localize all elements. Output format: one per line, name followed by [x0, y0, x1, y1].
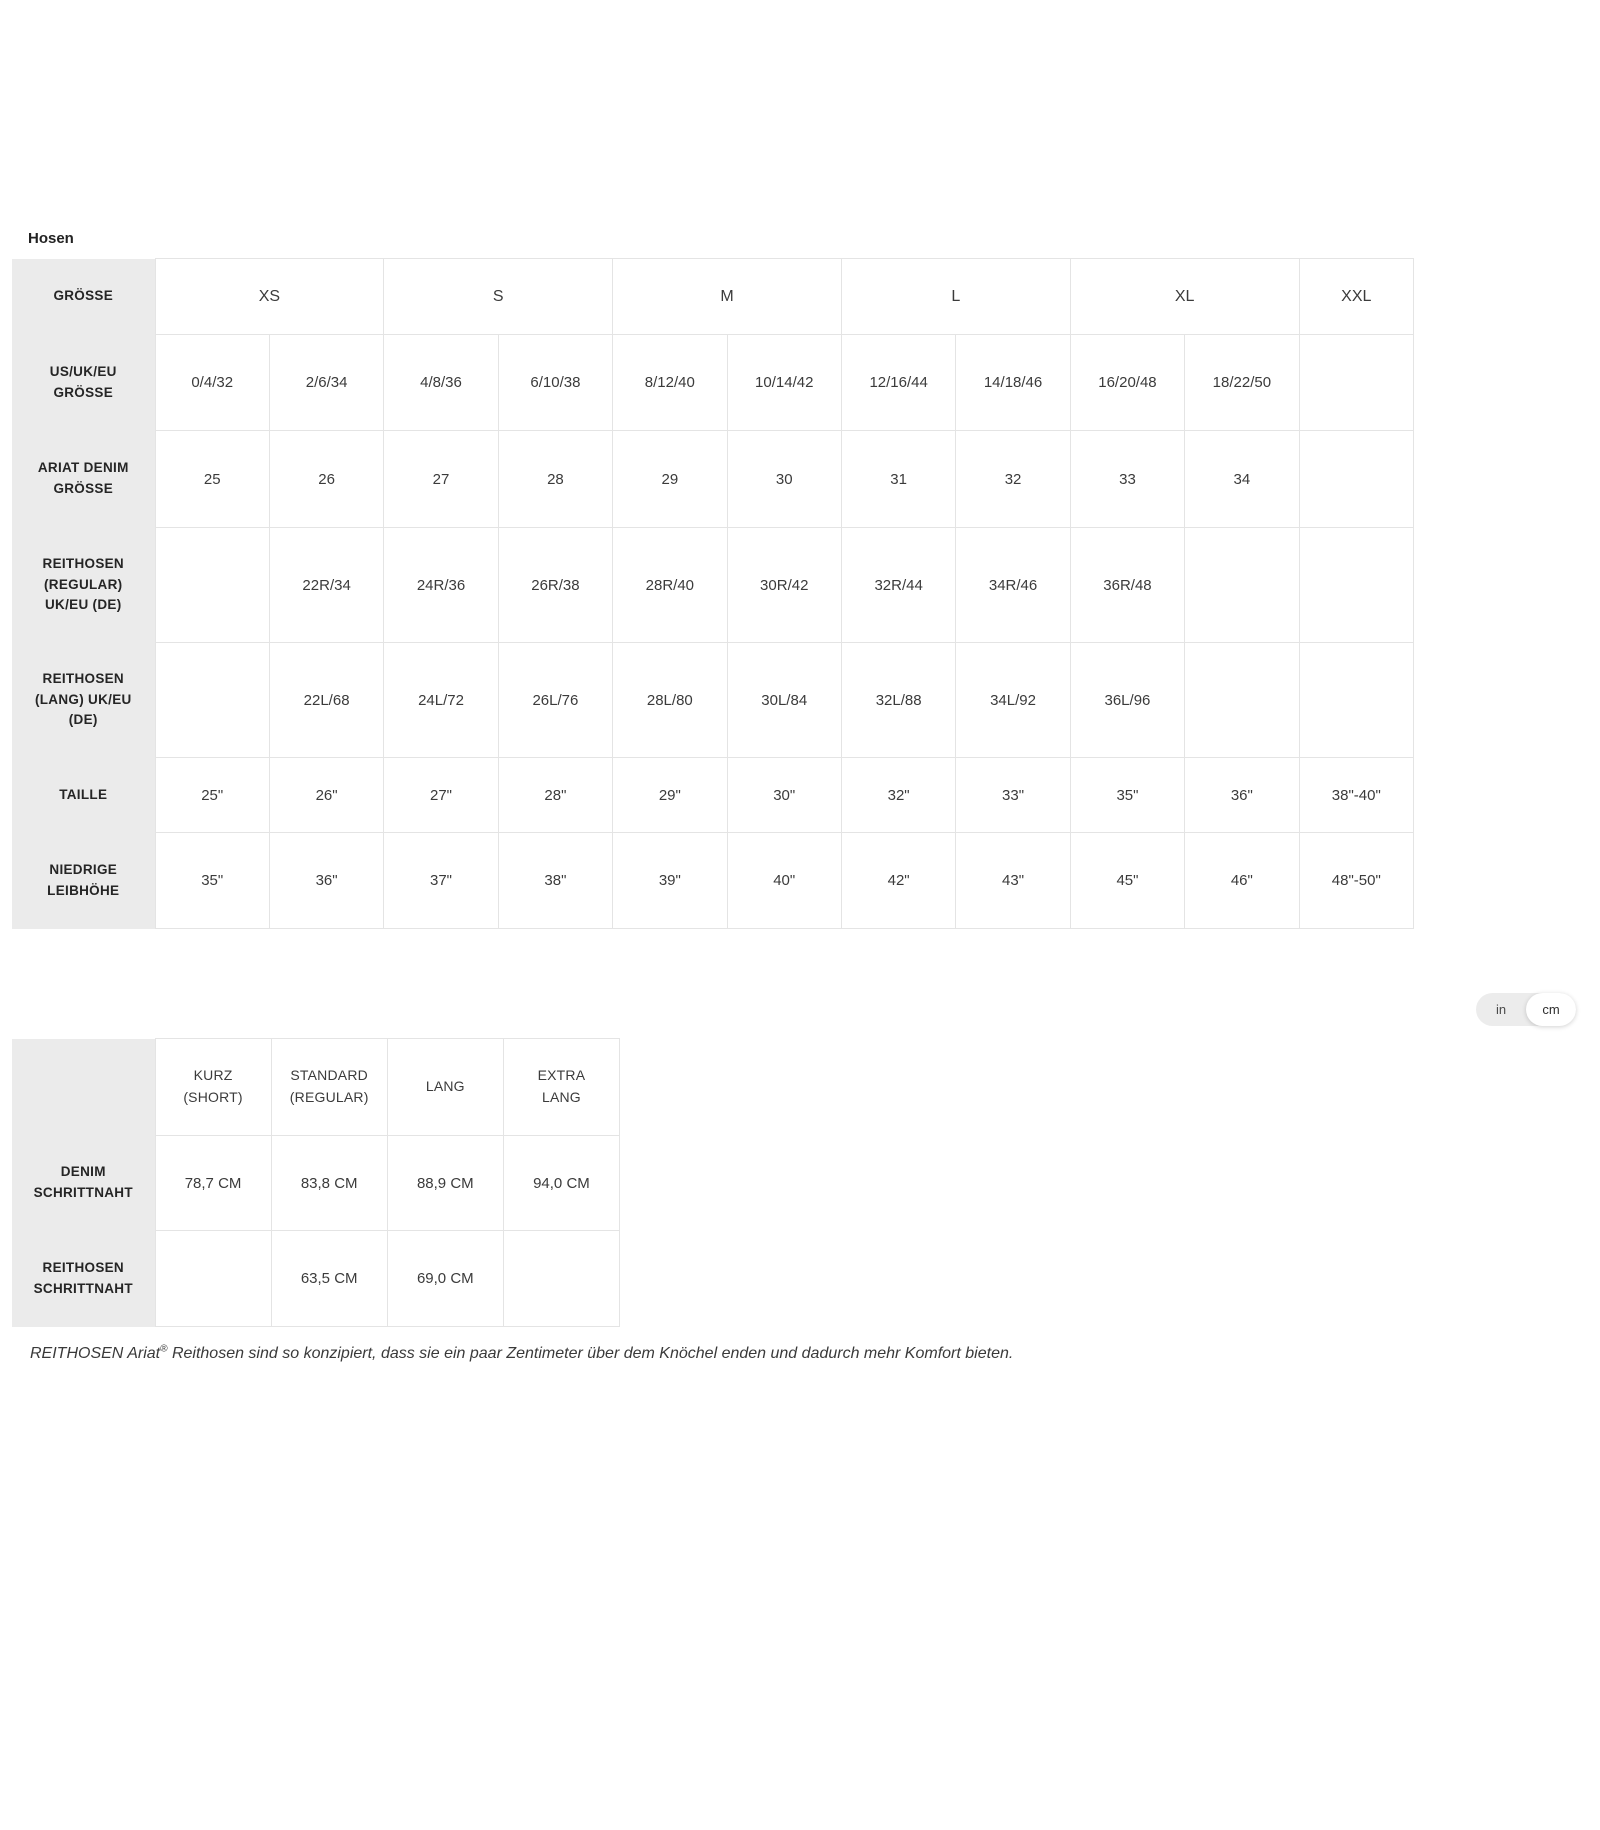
header-line: (REGULAR) — [289, 1089, 369, 1105]
inseam-table — [12, 1038, 620, 1327]
table-row — [12, 643, 1414, 758]
corner-cell — [12, 1039, 155, 1136]
size-cell: 38"-40" — [1299, 758, 1413, 833]
row-label: GRÖSSE — [12, 259, 155, 335]
row-label: TAILLE — [12, 758, 155, 833]
measurement-cell: 63,5 CM — [271, 1231, 387, 1327]
size-cell: 24L/72 — [384, 643, 498, 758]
header-line: LANG — [425, 1078, 465, 1095]
footnote-brand: Ariat — [127, 1345, 161, 1363]
size-cell: 0/4/32 — [155, 335, 269, 431]
size-cell: 14/18/46 — [956, 335, 1070, 431]
size-cell: 28 — [498, 431, 612, 528]
size-cell: 27" — [384, 758, 498, 833]
size-group-header: L — [841, 259, 1070, 335]
size-cell: 4/8/36 — [384, 335, 498, 431]
size-cell — [1299, 528, 1413, 643]
size-cell: 30" — [727, 758, 841, 833]
size-cell: 34L/92 — [956, 643, 1070, 758]
row-label: REITHOSEN (LANG) UK/EU (DE) — [12, 643, 155, 758]
footnote-text: Reithosen sind so konzipiert, dass sie ein paar Zentimeter über dem Knöchel enden und dadurch mehr Komfort bieten. — [171, 1345, 1014, 1363]
toggle-row — [0, 993, 1576, 1026]
size-group-header: M — [613, 259, 842, 335]
measurement-cell: 78,7 CM — [155, 1136, 271, 1231]
size-cell: 42" — [841, 833, 955, 929]
row-label: NIEDRIGE LEIBHÖHE — [12, 833, 155, 929]
size-cell: 34R/46 — [956, 528, 1070, 643]
size-cell: 28" — [498, 758, 612, 833]
size-cell: 34 — [1185, 431, 1299, 528]
size-cell — [1185, 643, 1299, 758]
size-table — [12, 258, 1414, 929]
size-cell: 36" — [269, 833, 383, 929]
size-cell: 30L/84 — [727, 643, 841, 758]
row-label: DENIM SCHRITTNAHT — [12, 1136, 155, 1231]
header-line: (SHORT) — [183, 1089, 243, 1105]
measurement-cell: 69,0 CM — [387, 1231, 503, 1327]
size-cell: 6/10/38 — [498, 335, 612, 431]
size-cell: 37" — [384, 833, 498, 929]
size-cell: 25" — [155, 758, 269, 833]
size-cell: 30R/42 — [727, 528, 841, 643]
size-cell: 33 — [1070, 431, 1184, 528]
size-cell — [155, 528, 269, 643]
size-cell: 16/20/48 — [1070, 335, 1184, 431]
size-cell: 35" — [155, 833, 269, 929]
table-row — [12, 335, 1414, 431]
size-cell: 28R/40 — [613, 528, 727, 643]
size-cell: 29" — [613, 758, 727, 833]
size-cell: 35" — [1070, 758, 1184, 833]
size-cell: 12/16/44 — [841, 335, 955, 431]
length-column-header — [155, 1039, 271, 1136]
row-label: ARIAT DENIM GRÖSSE — [12, 431, 155, 528]
size-cell: 31 — [841, 431, 955, 528]
size-cell — [1299, 335, 1413, 431]
table-row — [12, 1039, 620, 1136]
size-cell: 46" — [1185, 833, 1299, 929]
size-cell — [155, 643, 269, 758]
table-row — [12, 528, 1414, 643]
size-group-header: S — [384, 259, 613, 335]
measurement-cell: 94,0 CM — [503, 1136, 619, 1231]
registered-trademark-symbol: ® — [160, 1344, 168, 1355]
table-row — [12, 431, 1414, 528]
header-line: STANDARD — [290, 1067, 368, 1084]
table-row — [12, 1231, 620, 1327]
size-cell: 36L/96 — [1070, 643, 1184, 758]
size-cell: 26L/76 — [498, 643, 612, 758]
unit-toggle-in-button[interactable]: in — [1476, 993, 1526, 1026]
table-row — [12, 758, 1414, 833]
size-cell: 36R/48 — [1070, 528, 1184, 643]
size-cell: 2/6/34 — [269, 335, 383, 431]
footnote — [30, 1343, 1560, 1366]
size-cell: 48"-50" — [1299, 833, 1413, 929]
size-cell: 28L/80 — [613, 643, 727, 758]
size-cell — [1299, 431, 1413, 528]
size-cell: 22L/68 — [269, 643, 383, 758]
size-cell: 39" — [613, 833, 727, 929]
size-cell: 33" — [956, 758, 1070, 833]
table-row — [12, 1136, 620, 1231]
row-label: US/UK/EU GRÖSSE — [12, 335, 155, 431]
size-cell: 32R/44 — [841, 528, 955, 643]
measurement-cell: 83,8 CM — [271, 1136, 387, 1231]
size-group-header: XS — [155, 259, 384, 335]
size-cell: 27 — [384, 431, 498, 528]
size-cell: 29 — [613, 431, 727, 528]
size-cell: 38" — [498, 833, 612, 929]
size-group-header: XL — [1070, 259, 1299, 335]
size-cell: 40" — [727, 833, 841, 929]
size-cell: 45" — [1070, 833, 1184, 929]
size-cell: 25 — [155, 431, 269, 528]
size-cell: 22R/34 — [269, 528, 383, 643]
size-cell: 26 — [269, 431, 383, 528]
size-group-header: XXL — [1299, 259, 1413, 335]
footnote-lead: REITHOSEN — [30, 1345, 124, 1363]
size-cell: 36" — [1185, 758, 1299, 833]
size-cell — [1299, 643, 1413, 758]
measurement-cell — [503, 1231, 619, 1327]
page-title: Hosen — [28, 230, 74, 247]
size-cell: 43" — [956, 833, 1070, 929]
header-line: KURZ — [193, 1067, 233, 1084]
size-cell: 26" — [269, 758, 383, 833]
table-row — [12, 259, 1414, 335]
unit-toggle — [1476, 993, 1576, 1026]
unit-toggle-cm-button[interactable]: cm — [1526, 993, 1576, 1026]
header-line: EXTRA — [537, 1067, 586, 1084]
length-column-header — [503, 1039, 619, 1136]
table-row — [12, 833, 1414, 929]
size-cell — [1185, 528, 1299, 643]
size-cell: 32 — [956, 431, 1070, 528]
length-column-header — [387, 1039, 503, 1136]
size-cell: 24R/36 — [384, 528, 498, 643]
size-cell: 10/14/42 — [727, 335, 841, 431]
size-cell: 26R/38 — [498, 528, 612, 643]
size-cell: 18/22/50 — [1185, 335, 1299, 431]
size-cell: 30 — [727, 431, 841, 528]
header-line: LANG — [541, 1089, 581, 1105]
row-label: REITHOSEN SCHRITTNAHT — [12, 1231, 155, 1327]
size-cell: 32L/88 — [841, 643, 955, 758]
length-column-header — [271, 1039, 387, 1136]
size-cell: 8/12/40 — [613, 335, 727, 431]
measurement-cell: 88,9 CM — [387, 1136, 503, 1231]
size-cell: 32" — [841, 758, 955, 833]
row-label: REITHOSEN (REGULAR) UK/EU (DE) — [12, 528, 155, 643]
measurement-cell — [155, 1231, 271, 1327]
